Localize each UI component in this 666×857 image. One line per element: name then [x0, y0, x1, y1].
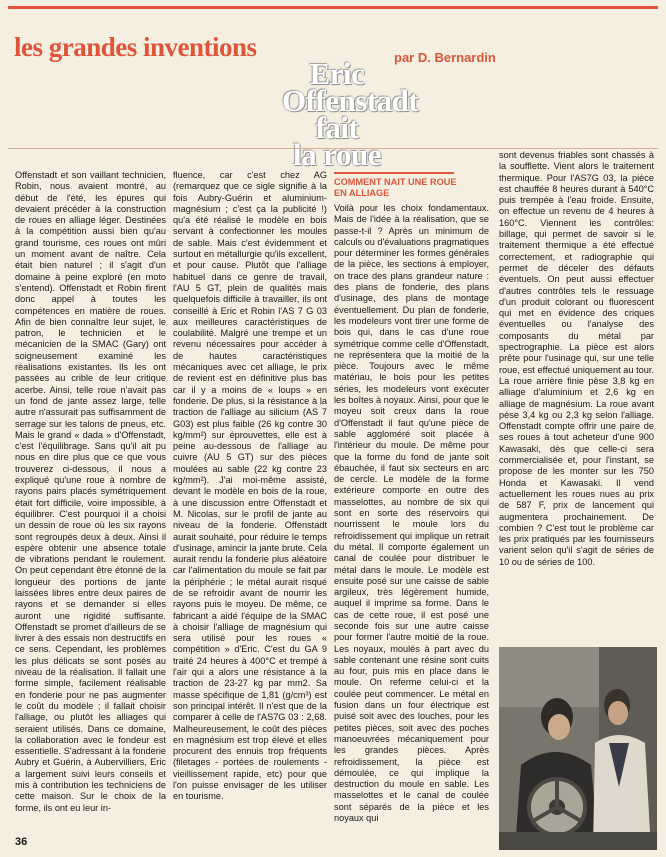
subheading — [334, 177, 489, 198]
workshop-photo-illustration — [499, 647, 657, 850]
body-text: Offenstadt et son vaillant technicien, Robin, nous avaient montré, au début de l'été, les épures qui devaient précéder à la construction de roues en alliage léger. Destinées à la compétition aussi bien qu'au grand tourisme, ces roues ont mûri un moment avant de naître. Cela était bien naturel ; il s'agit d'un domaine à peine exploré (en moto s'entend). Offenstadt et Robin firent donc appel à toutes les compétences en matière de roues. Afin de bien connaître leur sujet, le patron, le technicien et le mécanicien de la SMAC (Gary) ont soigneusement examiné les réalisations existantes. Ils les ont passées au crible de leur critique acerbe. Ainsi, telle roue n'avait pas un fond de jante assez large, telle autre n'assurait pas suffisamment de serrage sur les talons de pneus, etc. Mais le grand « dada » d'Offenstadt, c'est l'équilibrage. Sans qu'il ait pu nous en dire plus que ce que vous trouverez ci-dessous, il nous a expliqué qu'une roue à nombre de rayons pairs placés symétriquement était fort difficile, voire impossible, à équilibrer. C'est pourquoi il a choisi un dessin de roue où les six rayons sont regroupés deux à deux. Ainsi il espère obtenir une absence totale de vibrations pendant le roulement. On peut cependant être étonné de la longueur des portions de jante laissées libres entre deux paires de rayons et se demander si elles auront une rigidité suffisante. Offenstadt se promet d'ailleurs de se livrer à des essais non destructifs en ce sens. Cependant, les problèmes les plus délicats se sont posés au niveau de la réalisation. Il fallait une forme simple, facilement réalisable en fonderie pour ne pas augmenter le coût du modèle ; il fallait choisir l'alliage, ou plutôt les alliages qui seraient utilisés. Dans ce domaine, la collaboration avec le fondeur est essentielle. S'adressant à la fonderie Aubry et Guérin, à Aubervilliers, Eric a largement suivi leurs conseils et mis à contribution les techniciens de cette maison. Sur le choix de la forme, ils ont eu leur in- — [15, 170, 166, 813]
body-text: sont devenus friables sont chassés à la soufflette. Vient alors le traitement thermique. Pour l'AS7G 03, la pièce est chauffée 8 heures durant à 540°C puis trempée à l'eau froide. Ensuite, on effectue un revenu de 4 heures à 160°C. Viennent les contrôles: billage, qui permet de savoir si le traitement thermique a été effectué correctement, et radiographie qui permet de déceler des défauts éventuels. On peut aussi effectuer d'autres contrôles tels le ressuage d'un produit colorant ou fluorescent qui met en évidence des criques éventuelles ou l'analyse des composants du métal par spectrographie. La pièce est alors prête pour l'usinage qui, sur une telle roue, est effectué uniquement au tour. La roue arrière finie pèse 3,8 kg en alliage d'aluminium et 2,6 kg en alliage de magnésium. La roue avant pèse 3,4 kg ou 2,3 kg selon l'alliage. Offenstadt compte offrir une paire de ses roues à tout acheteur d'une 900 Kawasaki, dès que celle-ci sera commercialisée et, pour l'instant, se propose de les monter sur les 750 Honda et Kawasaki. Il vend actuellement les roues nues au prix de 587 F, prix de lancement qui augmentera prochainement. De combien ? C'est tout le problème car les prix pratiqués par les fournisseurs varient selon qu'il s'agit de séries de 10 ou de séries de 100. — [499, 150, 654, 567]
workshop-photo — [499, 647, 657, 850]
title-divider — [8, 148, 658, 149]
subheading-rule — [334, 172, 454, 174]
text-column-4 — [499, 150, 654, 636]
byline: par D. Bernardin — [394, 50, 496, 65]
headline-line: la roue — [292, 137, 382, 172]
headline-line: fait — [315, 110, 359, 145]
body-text: fluence, car c'est chez AG (remarquez que ce sigle signifie à la fois Aubry-Guérin et aluminium-magnésium ; c'est ça la publicité !) qu'a été réalisé le modèle en bois servant à confectionner les moules de sable. Mais c'est évidemment et surtout en métallurgie qu'ils excellent, et pour cause. Plutôt que l'alliage habituel dans ce genre de travail, l'AU 5 GT, plein de qualités mais quelquefois difficile à travailler, ils ont conseillé à Eric et Robin l'AS 7 G 03 aux meilleures caractéristiques de coulabilité. Malgré une trempe et un revenu nécessaires pour accéder à de hautes caractéristiques mécaniques avec cet alliage, le prix de revient est en définitive plus bas car il y a moins de « loups » en fonderie. De plus, si la résistance à la traction de l'alliage au silicium (AS 7 G03) est plus faible (26 kg contre 30 kg/mm²) sur éprouvettes, elle est à peine au-dessous de l'alliage au cuivre (AU 5 GT) sur des pièces moulées au sable (22 kg contre 23 kg/mm²). J'ai moi-même assisté, devant le modèle en bois de la roue, à une discussion entre Offenstadt et M. Nicolas, sur le profil de jante au niveau de la fonderie. Offenstadt aurait souhaité, pour réduire le temps d'usinage, amincir la jante brute. Cela aurait rendu la fonderie plus aléatoire car l'alimentation du moule se fait par la périphérie ; le métal aurait risqué de se refroidir avant de nourrir les rayons puis le moyeu. De même, ce fabricant a aidé l'équipe de la SMAC à choisir l'alliage de magnésium qui sera utilisé pour les roues « compétition » d'Eric. C'est du GA 9 traité 24 heures à 400°C et trempé à l'air qui a alors une résistance à la traction de 23-27 kg par mm2. Sa masse spécifique de 1,81 (g/cm³) est son principal intérêt. Il n'est que de la comparer à celle de l'AS7G 03 : 2,68. Malheureusement, le coût des pièces en magnésium est trop élevé et elles procurent des ennuis trop fréquents (filetages - portées de roulements - vieillissement rapide, etc) pour que l'on puisse envisager de les utiliser en tourisme. — [173, 170, 327, 802]
article-headline — [282, 56, 419, 172]
section-title: les grandes inventions — [14, 32, 257, 62]
page-number: 36 — [15, 836, 28, 848]
headline-line: Eric — [309, 56, 365, 91]
top-rule — [8, 6, 658, 9]
text-column-1 — [15, 170, 166, 835]
headline-line: Offenstadt — [282, 83, 419, 118]
subheading-line: COMMENT NAIT UNE ROUE — [334, 177, 457, 187]
body-text: Voilà pour les choix fondamentaux. Mais de l'idée à la réalisation, que se passe-t-il ? Après un minimum de calculs ou d'évaluations pragmatiques pour déterminer les formes générales de la pièce, les sections à employer, on trace des plans grandeur nature : des plans de fonderie, des plans d'usinage, des plans de montage éventuellement. Du plan de fonderie, les modeleurs vont tirer une forme de bois qui, dans le cas d'une roue symétrique comme celle d'Offenstadt, ne représentera que la moitié de la pièce. Toujours avec le même matériau, le bois pour les petites séries, les modeleurs vont exécuter les boîtes à noyaux. Ainsi, pour que le moyeu soit creux dans la roue d'Offenstadt il faut qu'une pièce de sable aggloméré soit placée à l'intérieur du moule. De même pour que la forme du fond de jante soit ébauchée, il faut six secteurs en arc de cercle. Le modèle de la forme extérieure comporte en outre des masselottes, au nombre de six qui sont en sorte des réservoirs qui nourrissent le moule lors du refroidissement qui implique un retrait du métal. Il comporte également un canal de coulée pour distribuer le métal dans le moule. Le modèle est ensuite posé sur une caisse de sable argileux, très légèrement humide, auquel il imprime sa forme. Dans le cas de cette roue, il est posé une seconde fois sur une autre caisse pour former l'autre moitié de la roue. Les noyaux, moulés à part avec du sable contenant une résine sont cuits au four, puis mis en place dans le moule. On referme celui-ci et la coulée peut commencer. Le métal en fusion dans un four électrique est puisé soit avec des louches, pour les petites pièces, soit avec des poches manoeuvrées mécaniquement pour les grandes pièces. Après refroidissement, la pièce est démoulée, ce qui implique la destruction du moule en sable. Les masselottes et le canal de coulée sont séparés de la pièce et les noyaux qui — [334, 203, 489, 824]
text-column-3 — [334, 172, 489, 857]
text-column-2 — [173, 170, 327, 835]
subheading-line: EN ALLIAGE — [334, 187, 390, 198]
